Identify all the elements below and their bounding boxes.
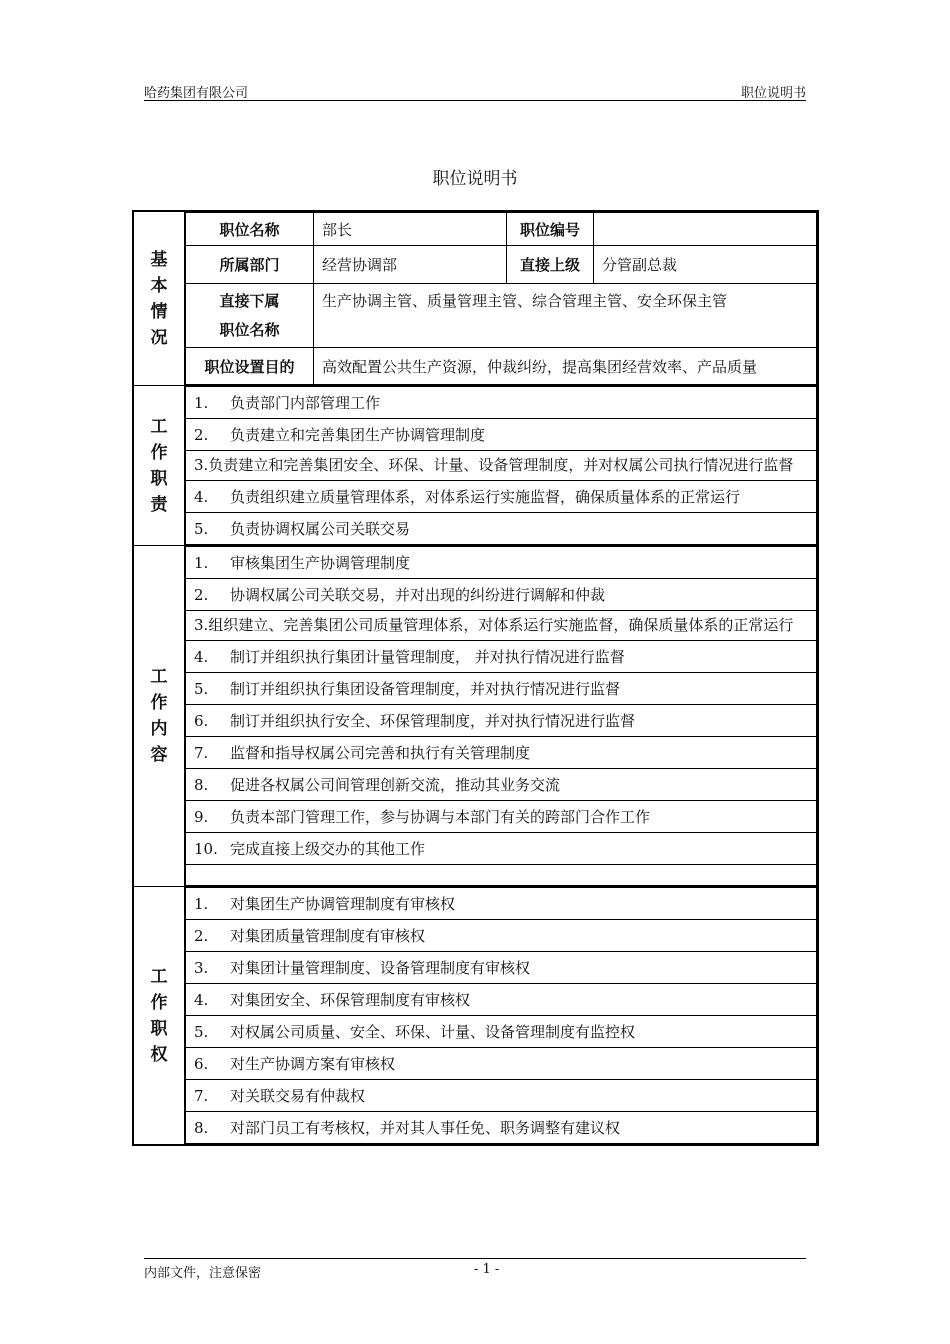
basic-section xyxy=(133,211,818,386)
authority-section-title: 工作职权 xyxy=(150,966,168,1065)
list-item-cell xyxy=(186,888,817,920)
list-item xyxy=(186,1016,817,1048)
list-item-cell xyxy=(186,611,817,641)
list-item-cell xyxy=(186,387,817,419)
duties-section-label xyxy=(133,386,185,546)
content-section xyxy=(133,546,818,887)
list-item-number: 3. xyxy=(194,616,209,634)
list-item-text: 促进各权属公司间管理创新交流，推动其业务交流 xyxy=(230,776,561,794)
list-item xyxy=(186,737,817,769)
list-item-text: 制订并组织执行集团设备管理制度，并对执行情况进行监督 xyxy=(230,680,621,698)
list-item xyxy=(186,641,817,673)
list-item-text: 对集团质量管理制度有审核权 xyxy=(230,927,426,945)
position-name-value: 部长 xyxy=(314,213,507,246)
list-item-cell xyxy=(186,673,817,705)
content-list xyxy=(185,546,817,886)
list-item xyxy=(186,481,817,513)
superior-label: 直接上级 xyxy=(507,246,594,284)
department-value: 经营协调部 xyxy=(314,246,507,284)
list-item-number: 8. xyxy=(194,776,209,794)
basic-info-table xyxy=(185,212,817,385)
list-item xyxy=(186,888,817,920)
position-name-label: 职位名称 xyxy=(186,213,314,246)
purpose-label: 职位设置目的 xyxy=(186,348,314,385)
duties-list xyxy=(185,386,817,545)
list-item-cell xyxy=(186,984,817,1016)
list-item-cell xyxy=(186,513,817,545)
list-item xyxy=(186,920,817,952)
list-item-cell xyxy=(186,833,817,865)
list-item-text: 对权属公司质量、安全、环保、计量、设备管理制度有监控权 xyxy=(230,1023,636,1041)
list-item-text: 负责本部门管理工作，参与协调与本部门有关的跨部门合作工作 xyxy=(230,808,651,826)
basic-section-title: 基本情况 xyxy=(150,249,168,348)
list-item-number: 4. xyxy=(194,488,209,506)
list-item xyxy=(186,451,817,481)
list-item-cell xyxy=(186,579,817,611)
list-item-cell xyxy=(186,419,817,451)
list-item-cell xyxy=(186,801,817,833)
list-item-cell xyxy=(186,1080,817,1112)
list-item-text: 负责建立和完善集团安全、环保、计量、设备管理制度，并对权属公司执行情况进行监督 xyxy=(208,456,794,474)
list-item-text: 对集团生产协调管理制度有审核权 xyxy=(230,895,456,913)
list-item-number: 1. xyxy=(194,394,209,412)
list-item xyxy=(186,801,817,833)
list-item-text: 负责组织建立质量管理体系，对体系运行实施监督，确保质量体系的正常运行 xyxy=(230,488,741,506)
department-label: 所属部门 xyxy=(186,246,314,284)
list-item-text: 完成直接上级交办的其他工作 xyxy=(230,840,426,858)
list-item xyxy=(186,705,817,737)
list-item-cell xyxy=(186,737,817,769)
list-item xyxy=(186,547,817,579)
job-description-table xyxy=(132,210,819,1146)
list-item-cell xyxy=(186,920,817,952)
authority-list xyxy=(185,887,817,1144)
list-item-number: 3. xyxy=(194,959,209,977)
position-code-label: 职位编号 xyxy=(507,213,594,246)
list-item xyxy=(186,673,817,705)
list-item-text: 对集团计量管理制度、设备管理制度有审核权 xyxy=(230,959,531,977)
list-item-number: 7. xyxy=(194,744,209,762)
list-item-text: 对部门员工有考核权，并对其人事任免、职务调整有建议权 xyxy=(230,1119,621,1137)
list-item xyxy=(186,833,817,865)
list-item-cell xyxy=(186,481,817,513)
page-number: - 1 - xyxy=(474,1262,500,1277)
list-item-text: 协调权属公司关联交易，并对出现的纠纷进行调解和仲裁 xyxy=(230,586,606,604)
list-item-cell xyxy=(186,952,817,984)
list-item xyxy=(186,952,817,984)
duties-section-title: 工作职责 xyxy=(150,416,168,515)
list-item-number: 4. xyxy=(194,648,209,666)
list-item-cell xyxy=(186,769,817,801)
list-item-number: 6. xyxy=(194,1055,209,1073)
list-item-text: 负责协调权属公司关联交易 xyxy=(230,520,411,538)
list-item xyxy=(186,1112,817,1144)
list-item-cell xyxy=(186,1048,817,1080)
list-item xyxy=(186,419,817,451)
list-item-cell xyxy=(186,1016,817,1048)
list-item-text: 负责部门内部管理工作 xyxy=(230,394,381,412)
list-item-text: 对关联交易有仲裁权 xyxy=(230,1087,366,1105)
basic-section-label xyxy=(133,211,185,386)
footer-note: 内部文件，注意保密 xyxy=(144,1266,262,1281)
list-item-number: 2. xyxy=(194,927,209,945)
list-item-text: 制订并组织执行集团计量管理制度， 并对执行情况进行监督 xyxy=(230,648,625,666)
list-item-number: 7. xyxy=(194,1087,209,1105)
list-item-number: 5. xyxy=(194,680,209,698)
content-section-title: 工作内容 xyxy=(150,667,168,765)
list-item-text: 负责建立和完善集团生产协调管理制度 xyxy=(230,426,486,444)
header-company: 哈药集团有限公司 xyxy=(144,86,249,101)
list-item-number: 1. xyxy=(194,554,209,572)
list-item xyxy=(186,1048,817,1080)
list-item-cell xyxy=(186,1112,817,1144)
list-item-number: 8. xyxy=(194,1119,209,1137)
list-item xyxy=(186,611,817,641)
list-item-number: 5. xyxy=(194,1023,209,1041)
list-item-number: 9. xyxy=(194,808,209,826)
list-item-text: 对生产协调方案有审核权 xyxy=(230,1055,396,1073)
list-item-number: 5. xyxy=(194,520,209,538)
list-item xyxy=(186,769,817,801)
list-item xyxy=(186,579,817,611)
list-item-number: 4. xyxy=(194,991,209,1009)
list-item xyxy=(186,984,817,1016)
header-doc-type: 职位说明书 xyxy=(740,86,806,101)
subordinates-label-line-1: 直接下属 xyxy=(219,291,280,310)
list-item-number: 6. xyxy=(194,712,209,730)
list-item-number: 3. xyxy=(194,456,209,474)
list-item xyxy=(186,513,817,545)
list-item-cell xyxy=(186,451,817,481)
content-section-label xyxy=(133,546,185,887)
list-item-number: 1. xyxy=(194,895,209,913)
list-item xyxy=(186,1080,817,1112)
list-item-number: 2. xyxy=(194,426,209,444)
list-item-text: 审核集团生产协调管理制度 xyxy=(230,554,411,572)
list-item xyxy=(186,387,817,419)
list-item-cell xyxy=(186,705,817,737)
superior-value: 分管副总裁 xyxy=(594,246,817,284)
list-item-text: 制订并组织执行安全、环保管理制度，并对执行情况进行监督 xyxy=(230,712,636,730)
list-item-cell xyxy=(186,547,817,579)
footer-divider xyxy=(144,1258,806,1259)
purpose-value: 高效配置公共生产资源，仲裁纠纷，提高集团经营效率、产品质量 xyxy=(314,348,817,385)
subordinates-value: 生产协调主管、质量管理主管、综合管理主管、安全环保主管 xyxy=(314,284,817,348)
page-title: 职位说明书 xyxy=(432,169,518,189)
list-item-text: 监督和指导权属公司完善和执行有关管理制度 xyxy=(230,744,531,762)
position-code-value xyxy=(594,213,817,246)
list-item-text: 对集团安全、环保管理制度有审核权 xyxy=(230,991,471,1009)
empty-row xyxy=(186,865,817,886)
subordinates-label xyxy=(186,284,314,348)
list-item-cell xyxy=(186,641,817,673)
duties-section xyxy=(133,386,818,546)
authority-section-label xyxy=(133,887,185,1146)
list-item-number: 2. xyxy=(194,586,209,604)
subordinates-label-line-2: 职位名称 xyxy=(219,320,280,339)
authority-section xyxy=(133,887,818,1146)
list-item-text: 组织建立、完善集团公司质量管理体系，对体系运行实施监督，确保质量体系的正常运行 xyxy=(208,616,794,634)
header-divider xyxy=(144,100,806,101)
list-item-number: 10. xyxy=(194,840,218,858)
